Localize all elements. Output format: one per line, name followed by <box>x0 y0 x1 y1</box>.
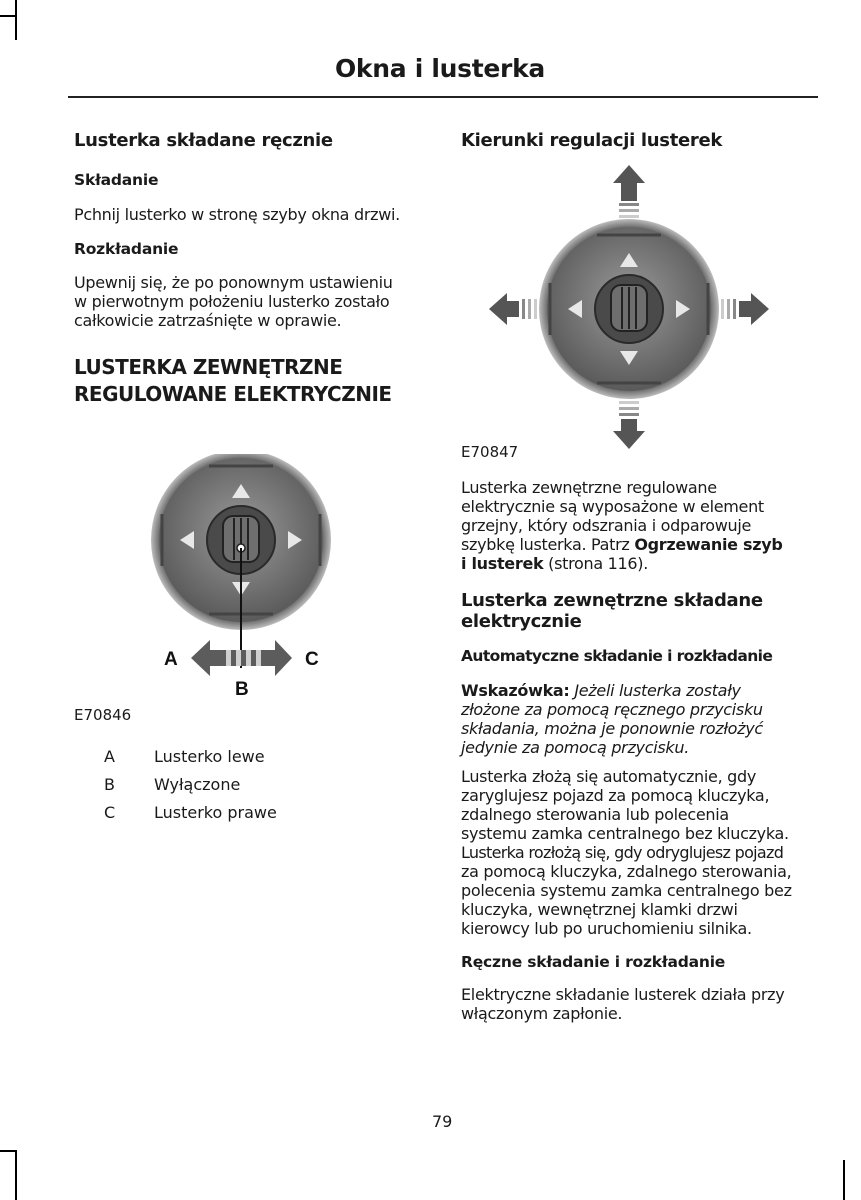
text-line: całkowicie zatrzaśnięte w oprawie. <box>74 311 342 330</box>
text-line: kierowcy lub po uruchomieniu silnika. <box>461 919 752 938</box>
note-label: Wskazówka: <box>461 681 570 700</box>
auto-fold-heading: Automatyczne składanie i rozkładanie <box>461 647 773 665</box>
manual-fold-heading: Ręczne składanie i rozkładanie <box>461 953 726 971</box>
callout-c: C <box>305 649 319 670</box>
crop-mark-bottom-left-v <box>15 1150 17 1200</box>
legend-text: Lusterko prawe <box>154 803 277 822</box>
text-line: (strona 116). <box>543 554 648 573</box>
section-heading <box>74 354 424 408</box>
cross-reference-link[interactable]: i lusterek <box>461 554 544 573</box>
direction-illustration <box>481 163 781 453</box>
text-line: Lusterka złożą się automatycznie, gdy <box>461 767 757 786</box>
direction-figure <box>481 163 781 453</box>
folding-text: Pchnij lusterko w stronę szyby okna drzwi. <box>74 205 400 224</box>
legend-row <box>74 775 424 794</box>
crop-mark-top-left-h <box>0 15 17 17</box>
folding-heading: Składanie <box>74 171 159 189</box>
manual-fold-title: Lusterka składane ręcznie <box>74 130 333 151</box>
note-line: Jeżeli lusterka zostały <box>569 681 741 700</box>
legend <box>74 747 424 822</box>
legend-key: B <box>104 775 115 794</box>
page-title: Okna i lusterka <box>334 54 545 83</box>
legend-row <box>74 747 424 766</box>
callout-a: A <box>164 649 178 670</box>
legend-row <box>74 803 424 822</box>
note-line: jedynie za pomocą przycisku. <box>461 738 689 757</box>
left-column <box>74 126 424 822</box>
manual-fold-text <box>461 985 811 1023</box>
crop-mark-top-left-v <box>15 0 17 40</box>
text-line: Elektryczne składanie lusterek działa przy <box>461 985 785 1004</box>
auto-fold-text <box>461 767 811 938</box>
legend-key: A <box>104 747 115 766</box>
mirror-selector-illustration <box>150 454 430 714</box>
text-line: Lusterka rozłożą się, gdy odryglujesz pojazd <box>461 843 784 862</box>
heading-line: LUSTERKA ZEWNĘTRZNE <box>74 355 343 379</box>
unfolding-heading: Rozkładanie <box>74 240 179 258</box>
text-line: kluczyka, wewnętrznej klamki drzwi <box>461 900 738 919</box>
note-line: składania, można je ponownie rozłożyć <box>461 719 763 738</box>
text-line: systemu zamka centralnego bez kluczyka. <box>461 824 789 843</box>
text-line: szybkę lusterka. Patrz <box>461 535 635 554</box>
cross-reference-link[interactable]: Ogrzewanie szyb <box>634 535 783 554</box>
legend-text: Lusterko lewe <box>154 747 265 766</box>
figure-id: E70847 <box>461 443 519 461</box>
heading-line: elektrycznie <box>461 611 582 632</box>
text-line: Upewnij się, że po ponownym ustawieniu <box>74 273 393 292</box>
directions-title: Kierunki regulacji lusterek <box>461 130 723 151</box>
text-line: grzejny, który odszrania i odparowuje <box>461 516 752 535</box>
text-line: elektrycznie są wyposażone w element <box>461 497 764 516</box>
mirror-selector-figure <box>150 454 430 714</box>
crop-mark-bottom-left-h <box>0 1150 17 1152</box>
callout-b: B <box>235 679 249 700</box>
heading-line: REGULOWANE ELEKTRYCZNIE <box>74 382 392 406</box>
unfolding-text <box>74 273 424 330</box>
text-line: Lusterka zewnętrzne regulowane <box>461 478 717 497</box>
legend-text: Wyłączone <box>154 775 241 794</box>
note <box>461 681 811 757</box>
crop-mark-bottom-right-v <box>843 1160 845 1200</box>
header-rule <box>68 96 818 98</box>
text-line: zdalnego sterowania lub polecenia <box>461 805 729 824</box>
note-line: złożone za pomocą ręcznego przycisku <box>461 700 763 719</box>
text-line: polecenia systemu zamka centralnego bez <box>461 881 792 900</box>
text-line: za pomocą kluczyka, zdalnego sterowania, <box>461 862 792 881</box>
heading-line: Lusterka zewnętrzne składane <box>461 590 763 611</box>
text-line: zaryglujesz pojazd za pomocą kluczyka, <box>461 786 770 805</box>
page-number: 79 <box>432 1112 453 1131</box>
figure-id: E70846 <box>74 706 132 724</box>
text-line: włączonym zapłonie. <box>461 1004 623 1023</box>
right-column <box>461 126 811 1023</box>
power-fold-title <box>461 590 811 632</box>
text-line: w pierwotnym położeniu lusterko zostało <box>74 292 390 311</box>
heated-mirror-text <box>461 478 811 573</box>
legend-key: C <box>104 803 116 822</box>
